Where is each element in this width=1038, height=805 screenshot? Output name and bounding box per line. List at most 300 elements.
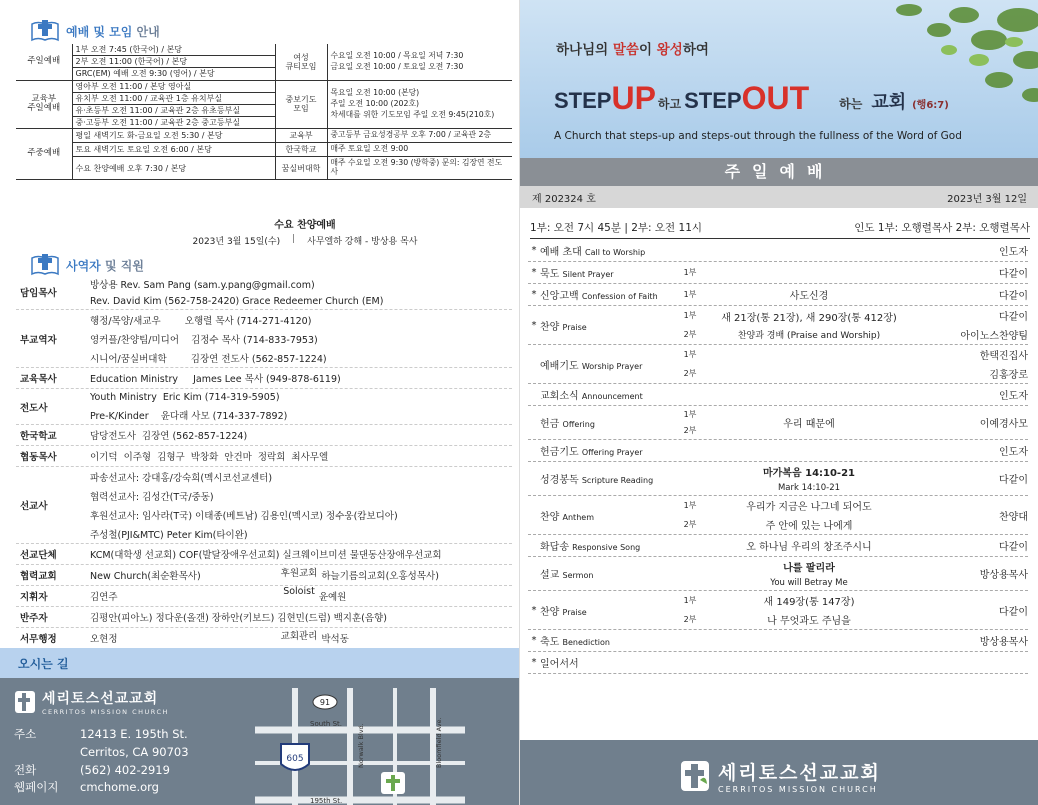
meeting-line: 차세대를 위한 기도모임 주일 오전 9:45(210호) (330, 109, 495, 119)
worship-item-en: Praise (562, 607, 587, 617)
staff-role: 반주자 (20, 613, 48, 624)
step-word-2: STEP (684, 88, 742, 113)
leader-line: 인도자 (999, 391, 1028, 402)
content-line: 주 안에 있는 나에게 (765, 521, 853, 532)
worship-item-en: Responsive Song (572, 543, 641, 552)
staff-entry: 담당전도사 김장연 (562-857-1224) (90, 430, 248, 442)
services-row (16, 157, 512, 180)
service-parts (680, 535, 700, 556)
leader-line: 김홍장로 (989, 370, 1028, 381)
staff-title: 사역자 (66, 258, 101, 273)
service-part: 1부 (683, 268, 697, 277)
services-row (16, 129, 512, 143)
service-part: 2부 (683, 520, 697, 529)
service-line: 유치부 오전 11:00 / 교육관 1층 유치부실 (72, 92, 275, 104)
services-title: 예배 및 모임 (66, 24, 133, 39)
worship-item (528, 306, 1028, 345)
worship-item (528, 557, 1028, 591)
service-part: 2부 (683, 330, 697, 339)
service-part: 2부 (683, 369, 697, 378)
leader-line: 아이노스찬양팀 (960, 331, 1028, 342)
address-block (14, 726, 189, 797)
worship-item-name (540, 443, 680, 458)
worship-item-ko: 예배기도 (540, 360, 579, 372)
staff-row (16, 274, 512, 310)
worship-item-en: Benediction (562, 638, 610, 647)
service-category: 주일예배 (16, 44, 72, 80)
content-line: 나 무엇과도 주님을 (767, 616, 851, 627)
church-english-name: CERRITOS MISSION CHURCH (42, 708, 169, 716)
content-line: 우리 때문에 (783, 419, 835, 430)
worship-item-ko: 축도 (540, 637, 560, 648)
content-line: You will Betray Me (770, 578, 848, 588)
service-parts (680, 384, 700, 405)
church-footer (520, 740, 1038, 805)
map-hwy-605: 605 (286, 754, 304, 764)
address-line-2: Cerritos, CA 90703 (80, 744, 189, 759)
meeting-line: 금요일 오전 10:00 / 토요일 오전 7:30 (330, 61, 464, 71)
meeting-line: 매주 토요일 오전 9:00 (330, 144, 409, 154)
content-line: 우리가 지금은 나그네 되어도 (746, 502, 872, 513)
staff-values (86, 446, 512, 466)
leader-line: 다같이 (999, 542, 1028, 553)
worship-item-leader (918, 413, 1028, 432)
content-line: 사도신경 (789, 291, 829, 302)
service-line: 토요 새벽기도 토요일 오전 6:00 / 본당 (72, 143, 275, 157)
standing-marker: * (531, 289, 537, 300)
order-of-worship (528, 240, 1028, 674)
bulletin-date: 2023년 3월 12일 (947, 193, 1027, 205)
worship-item-name (540, 387, 680, 402)
theme-banner (520, 0, 1038, 158)
worship-item-en: Worship Prayer (581, 361, 643, 371)
right-panel (519, 0, 1038, 805)
sunday-worship-title: 주일예배 (520, 158, 1038, 186)
staff-entry: 행정/목양/새교우 오행렬 목사 (714-271-4120) (90, 315, 312, 327)
staff-row-dual (16, 565, 512, 586)
staff-entry: 하늘기름의교회(오홍성목사) (321, 571, 439, 582)
service-times-row (530, 220, 1030, 239)
worship-item-ko: 설교 (540, 570, 560, 581)
service-part: 1부 (683, 311, 697, 320)
worship-item-en: Scripture Reading (581, 476, 654, 485)
meeting-category: 꿈실버대학 (275, 157, 327, 180)
staff-values (86, 544, 512, 564)
service-parts (680, 406, 700, 439)
step-word: STEP (554, 88, 612, 113)
tagline-growth: 왕성 (656, 42, 683, 58)
staff-role: 교회관리 (280, 631, 318, 642)
staff-role: 서무행정 (20, 634, 57, 645)
website-link[interactable]: cmchome.org (80, 780, 159, 795)
standing-marker: * (531, 245, 537, 256)
phone-number[interactable]: (562) 402-2919 (80, 762, 170, 777)
staff-row (16, 607, 512, 628)
meeting-line: 주일 오전 10:00 (202호) (330, 98, 420, 108)
worship-item-name (540, 655, 680, 670)
staff-values (86, 425, 512, 445)
church-name-large: 세리토스선교교회 (718, 762, 881, 784)
worship-item-name (540, 633, 680, 648)
worship-item-leader (918, 306, 1028, 344)
leader-line: 한택진집사 (979, 351, 1028, 362)
church-name: 세리토스선교교회 (42, 691, 159, 707)
meeting-lines (327, 143, 512, 157)
issue-number: 제 202324 호 (532, 193, 596, 205)
worship-item-ko: 신앙고백 (540, 291, 579, 302)
content-line: 새 149장(통 147장) (763, 597, 855, 608)
worship-item-content (700, 496, 918, 534)
staff-entry: 협력선교사: 김성간(T국/중동) (90, 491, 214, 503)
wednesday-separator: | (292, 234, 296, 244)
content-line: 나를 팔리라 (783, 563, 835, 574)
worship-item (528, 384, 1028, 406)
church-logo-icon (14, 690, 36, 714)
worship-item-leader (918, 385, 1028, 404)
content-line: 마가복음 14:10-21 (762, 468, 856, 479)
worship-item (528, 240, 1028, 262)
service-part: 1부 (683, 290, 697, 299)
staff-entry: Rev. David Kim (562-758-2420) Grace Redeemer Church (EM) (90, 295, 384, 307)
worship-item-name (540, 243, 680, 258)
tagline-part-3: 하여 (682, 42, 709, 58)
out-word: OUT (741, 80, 810, 116)
worship-item-name (540, 471, 680, 486)
church-word: 교회 (871, 92, 907, 113)
phone-label: 전화 (14, 762, 37, 777)
worship-item-name (540, 538, 680, 553)
worship-item-leader (918, 345, 1028, 383)
staff-role: 협동목사 (20, 452, 57, 463)
worship-item-name (540, 265, 680, 280)
worship-item-name (540, 415, 680, 430)
service-parts (680, 591, 700, 629)
leader-line: 방상용목사 (979, 637, 1028, 648)
tagline-word: 말씀 (612, 42, 639, 58)
worship-item (528, 345, 1028, 384)
staff-role: Soloist (283, 586, 315, 597)
service-category: 교육부 주일예배 (16, 80, 72, 129)
worship-item (528, 535, 1028, 557)
staff-entry: 주성철(PJI&MTC) Peter Kim(타이완) (90, 529, 248, 541)
service-part: 1부 (683, 596, 697, 605)
leader-line: 다같이 (999, 312, 1028, 323)
staff-values (86, 368, 512, 388)
staff-entry: Pre-K/Kinder 윤다래 사모 (714-337-7892) (90, 410, 288, 422)
worship-item (528, 440, 1028, 462)
staff-role: 선교사 (20, 501, 48, 512)
issue-date-bar (520, 186, 1038, 208)
worship-item (528, 262, 1028, 284)
standing-marker: * (531, 267, 537, 278)
worship-item-leader (918, 631, 1028, 650)
wednesday-line (140, 234, 470, 247)
worship-item-content (700, 536, 918, 555)
staff-entry: 김평안(피아노) 정다운(올갠) 장하안(키보드) 김현민(드럼) 백지훈(음향) (90, 612, 387, 624)
service-times: 1부: 오전 7시 45분 | 2부: 오전 11시 (530, 222, 703, 234)
book-cross-icon (30, 18, 60, 44)
english-motto: A Church that steps-up and steps-out through the fullness of the Word of God (554, 130, 962, 142)
standing-marker: * (531, 657, 537, 668)
worship-item-en: Confession of Faith (581, 292, 658, 301)
worship-item (528, 462, 1028, 496)
service-parts (680, 262, 700, 283)
worship-item (528, 652, 1028, 674)
service-part: 2부 (683, 615, 697, 624)
wednesday-title: 수요 찬양예배 (274, 220, 336, 231)
church-english-name-large: CERRITOS MISSION CHURCH (718, 785, 878, 794)
service-parts (680, 345, 700, 383)
worship-item-ko: 성경봉독 (540, 475, 579, 486)
staff-entry: New Church(최순환목사) (90, 571, 201, 582)
haneun-word: 하는 (839, 97, 863, 111)
staff-entry: 이기덕 이주형 김형구 박창화 안건마 정락희 최사무엘 (90, 451, 329, 463)
staff-row (16, 425, 512, 446)
staff-role: 부교역자 (20, 334, 57, 346)
leader-line: 방상용목사 (979, 570, 1028, 581)
staff-role: 전도사 (20, 402, 48, 414)
service-part: 1부 (683, 350, 697, 359)
worship-item-content (700, 462, 918, 495)
staff-title-2: 및 직원 (104, 258, 144, 273)
meeting-line: 중고등부 금요성경공부 오후 7:00 / 교육관 2층 (330, 130, 491, 140)
map-195th: 195th St. (310, 797, 343, 805)
staff-values (86, 389, 512, 424)
worship-item (528, 630, 1028, 652)
worship-item-ko: 헌금 (540, 419, 560, 430)
worship-item-content (700, 591, 918, 629)
worship-item-leader (918, 241, 1028, 260)
meeting-line: 목요일 오전 10:00 (본당) (330, 88, 420, 97)
staff-role: 선교단체 (20, 550, 57, 561)
leader-line: 다같이 (999, 475, 1028, 486)
worship-item-en: Silent Prayer (562, 270, 614, 279)
staff-entry: KCM(대학생 선교회) COF(발달장애우선교회) 실크웨이브미션 물댄동산장애우선교회 (90, 549, 442, 561)
meeting-line: 매주 수요일 오전 9:30 (방학중) 문의: 김장연 전도사 (330, 158, 503, 177)
map-norwalk: Norwalk Blvd. (357, 723, 365, 768)
church-info-footer (0, 678, 519, 805)
staff-row (16, 544, 512, 565)
service-part: 1부 (683, 501, 697, 510)
map-bloomfield: Bloomfield Ave. (435, 717, 443, 768)
meeting-lines (327, 129, 512, 143)
service-parts (680, 284, 700, 305)
service-line: 2부 오전 11:00 (한국어) / 본당 (72, 56, 275, 68)
staff-role: 한국학교 (20, 431, 57, 442)
staff-entry: Youth Ministry Eric Kim (714-319-5905) (90, 391, 280, 403)
map-south-st: South St. (310, 720, 342, 728)
meeting-category: 한국학교 (275, 143, 327, 157)
service-line: 수요 찬양예배 오후 7:30 / 본당 (72, 157, 275, 180)
worship-item-leader (918, 564, 1028, 583)
service-line: 중·고등부 오전 11:00 / 교육관 2층 중고등부실 (72, 117, 275, 129)
worship-item-leader (918, 285, 1028, 304)
services-row (16, 44, 512, 56)
worship-item-ko: 화답송 (540, 542, 569, 553)
staff-row (16, 389, 512, 425)
worship-item-en: Anthem (562, 512, 594, 522)
meeting-category: 중보기도 모임 (275, 80, 327, 129)
leader-line: 찬양대 (999, 511, 1028, 523)
up-word: UP (611, 80, 656, 116)
web-label: 웹페이지 (14, 780, 59, 795)
service-line: 1부 오전 7:45 (한국어) / 본당 (72, 44, 275, 56)
meeting-lines (327, 44, 512, 80)
map-hwy-91: 91 (319, 698, 331, 707)
worship-item-name (540, 318, 680, 333)
staff-list (16, 274, 512, 649)
worship-item-ko: 묵도 (540, 269, 560, 280)
worship-item-name (540, 287, 680, 302)
service-parts (680, 557, 700, 590)
service-parts (680, 440, 700, 461)
church-logo-large (680, 758, 881, 794)
worship-item-leader (918, 601, 1028, 620)
wednesday-speaker: 사무엘하 강해 - 방상용 목사 (307, 237, 418, 247)
leader-line: 다같이 (999, 291, 1028, 302)
address-line-1: 12413 E. 195th St. (80, 727, 188, 741)
service-line: GRC(EM) 예배 오전 9:30 (영어) / 본당 (72, 68, 275, 80)
staff-role: 교육목사 (20, 374, 57, 385)
service-parts (680, 306, 700, 344)
staff-entry: 후원선교사: 임사라(T국) 이태종(베트남) 김용인(멕시코) 정수웅(캄보디아) (90, 510, 398, 522)
staff-values (86, 274, 512, 309)
content-line: 찬양과 경배 (Praise and Worship) (737, 331, 881, 341)
content-line: 새 21장(통 21장), 새 290장(통 412장) (721, 313, 897, 324)
staff-values (86, 310, 512, 367)
worship-item-ko: 헌금기도 (540, 447, 579, 458)
worship-item-en: Sermon (562, 571, 594, 580)
service-parts (680, 462, 700, 495)
worship-item-en: Call to Worship (585, 248, 646, 257)
staff-entry: 시니어/꿈실버대학 김장연 전도사 (562-857-1224) (90, 353, 327, 365)
tagline-part-2: 이 (638, 42, 657, 58)
staff-values (86, 467, 512, 543)
content-line: 오 하나님 우리의 창조주시니 (746, 542, 872, 553)
step-up-step-out-title (554, 82, 949, 114)
worship-item-leader (918, 469, 1028, 488)
staff-entry: 박석동 (321, 634, 349, 645)
service-line: 평일 새벽기도 화-금요일 오전 5:30 / 본당 (72, 129, 275, 143)
meeting-lines (327, 80, 512, 129)
worship-item-content (700, 557, 918, 590)
worship-item-content (700, 307, 918, 343)
hago-word: 하고 (657, 97, 682, 111)
staff-entry: 파송선교사: 강대홍/강숙희(멕시코선교센터) (90, 472, 273, 484)
staff-entry: 윤예원 (318, 592, 347, 603)
services-row (16, 80, 512, 92)
services-table (16, 44, 512, 180)
staff-row (16, 368, 512, 389)
service-part: 2부 (683, 426, 697, 436)
worship-item-en: Offering (562, 420, 595, 429)
theme-tagline (556, 38, 709, 58)
service-parts (680, 652, 700, 673)
content-line: Mark 14:10-21 (777, 483, 841, 493)
leader-line: 인도자 (999, 447, 1028, 458)
worship-item-ko: 찬양 (540, 511, 560, 523)
church-logo-icon (680, 760, 710, 792)
service-line: 유·초등부 오전 11:00 / 교육관 2층 유초등부실 (72, 104, 275, 116)
standing-marker: * (531, 635, 537, 646)
worship-item-leader (918, 263, 1028, 282)
service-category: 주중예배 (16, 129, 72, 180)
worship-item-leader (918, 506, 1028, 525)
meeting-category: 여성 큐티모임 (275, 44, 327, 80)
staff-row (16, 467, 512, 544)
staff-entry: 김연주 (90, 592, 118, 603)
services-row (16, 143, 512, 157)
staff-row (16, 310, 512, 368)
staff-role: 협력교회 (20, 571, 57, 582)
worship-item-name (540, 603, 680, 618)
address-label: 주소 (14, 727, 37, 741)
standing-marker: * (531, 604, 537, 616)
staff-row-dual (16, 586, 512, 607)
staff-role: 지휘자 (20, 592, 48, 603)
staff-role: 후원교회 (280, 568, 318, 579)
meeting-category: 교육부 (275, 129, 327, 143)
worship-item-leader (918, 441, 1028, 460)
staff-entry: 영커플/찬양팀/미디어 김정수 목사 (714-833-7953) (90, 334, 318, 346)
worship-item-en: Announcement (581, 392, 643, 401)
worship-item-en: Offering Prayer (581, 448, 643, 457)
worship-item-content (700, 285, 918, 304)
church-logo (14, 688, 169, 716)
worship-item-ko: 일어서서 (540, 659, 579, 670)
tagline-part-1: 하나님의 (556, 42, 613, 58)
meeting-lines (327, 157, 512, 180)
leader-line: 이예경사모 (979, 419, 1028, 430)
service-parts (680, 630, 700, 651)
service-leaders: 인도 1부: 오행렬목사 2부: 오행렬목사 (854, 222, 1030, 234)
service-parts (680, 240, 700, 261)
staff-values (86, 607, 512, 627)
scripture-ref: (행6:7) (912, 100, 949, 111)
worship-item (528, 591, 1028, 630)
staff-role: 담임목사 (20, 287, 57, 299)
services-title-2: 안내 (136, 24, 160, 39)
staff-entry: 방상용 Rev. Sam Pang (sam.y.pang@gmail.com) (90, 279, 315, 291)
service-part: 1부 (683, 409, 697, 419)
worship-item-ko: 예배 초대 (540, 247, 582, 258)
worship-item-content (700, 413, 918, 432)
worship-item-leader (918, 536, 1028, 555)
worship-item-ko: 찬양 (540, 321, 560, 333)
worship-item-ko: 교회소식 (540, 391, 579, 402)
leader-line: 인도자 (999, 247, 1028, 258)
directions-title: 오시는 길 (18, 656, 69, 671)
worship-item-ko: 찬양 (540, 606, 560, 618)
worship-item-name (540, 508, 680, 523)
service-parts (680, 496, 700, 534)
worship-item (528, 406, 1028, 440)
worship-item-name (540, 566, 680, 581)
worship-item (528, 496, 1028, 535)
meeting-line: 수요일 오전 10:00 / 목요일 저녁 7:30 (330, 50, 464, 60)
staff-entry: 오현정 (90, 634, 118, 645)
worship-item-name (540, 357, 680, 372)
worship-item (528, 284, 1028, 306)
staff-row-dual (16, 628, 512, 649)
directions-bar (0, 648, 519, 678)
staff-row (16, 446, 512, 467)
leader-line: 다같이 (999, 606, 1028, 618)
wednesday-date: 2023년 3월 15일(수) (192, 237, 281, 247)
worship-item-en: Praise (562, 322, 587, 332)
location-map (255, 688, 465, 805)
staff-entry: Education Ministry James Lee 목사 (949-878-6119) (90, 373, 341, 385)
